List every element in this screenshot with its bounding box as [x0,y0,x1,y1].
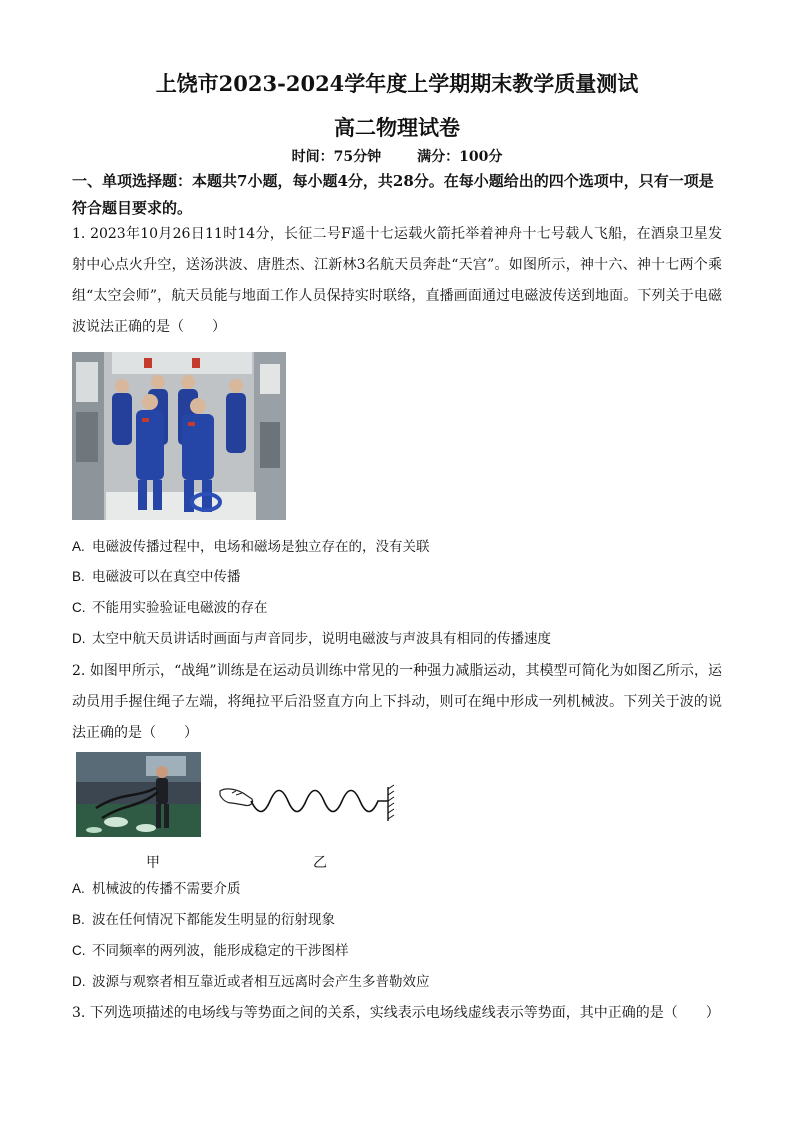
question-1-option-a[interactable]: A. 电磁波传播过程中，电场和磁场是独立存在的，没有关联 [72,539,430,555]
question-2-option-a[interactable]: A. 机械波的传播不需要介质 [72,881,241,897]
exam-title: 上饶市2023-2024学年度上学期期末教学质量测试 [155,71,639,96]
caption-jia: 甲 [146,855,160,871]
question-1-option-c[interactable]: C. 不能用实验验证电磁波的存在 [72,600,268,616]
question-2-option-b[interactable]: B. 波在任何情况下都能发生明显的衍射现象 [72,912,335,928]
rope-wave-diagram [218,781,398,827]
exam-time: 时间：75分钟 [291,149,382,165]
battle-rope-photo [76,752,201,837]
section-heading: 一、单项选择题：本题共7小题，每小题4分，共28分。在每小题给出的四个选项中，只有一项是符合题目要求的。 [72,172,714,217]
caption-yi: 乙 [313,855,327,871]
question-1-option-d[interactable]: D. 太空中航天员讲话时画面与声音同步，说明电磁波与声波具有相同的传播速度 [72,631,551,647]
exam-score: 满分：100分 [417,149,503,165]
question-2-option-d[interactable]: D. 波源与观察者相互靠近或者相互远离时会产生多普勒效应 [72,974,430,990]
astronauts-photo [72,352,286,520]
exam-subtitle: 高二物理试卷 [334,115,460,140]
question-1-stem: 1. 2023年10月26日11时14分，长征二号F遥十七运载火箭托举着神舟十七号载人飞船，在酒泉卫星发射中心点火升空，送汤洪波、唐胜杰、江新林3名航天员奔赴“天宫”。如图所示，神十六、神十七两个乘组“太空会师”，航天员能与地面工作人员保持实时联络，直播画面通过电磁波传送到地面。下列关于电磁波说法正确的是（ ） [72,226,722,335]
exam-meta [0,146,794,166]
question-1-option-b[interactable]: B. 电磁波可以在真空中传播 [72,569,241,585]
question-3-stem: 3. 下列选项描述的电场线与等势面之间的关系，实线表示电场线虚线表示等势面，其中正确的是（ ） [72,1005,720,1021]
question-2-stem: 2. 如图甲所示，“战绳”训练是在运动员训练中常见的一种强力减脂运动，其模型可简化为如图乙所示，运动员用手握住绳子左端，将绳拉平后沿竖直方向上下抖动，则可在绳中形成一列机械波。下列关于波的说法正确的是（ ） [72,663,722,741]
question-2-option-c[interactable]: C. 不同频率的两列波，能形成稳定的干涉图样 [72,943,349,959]
